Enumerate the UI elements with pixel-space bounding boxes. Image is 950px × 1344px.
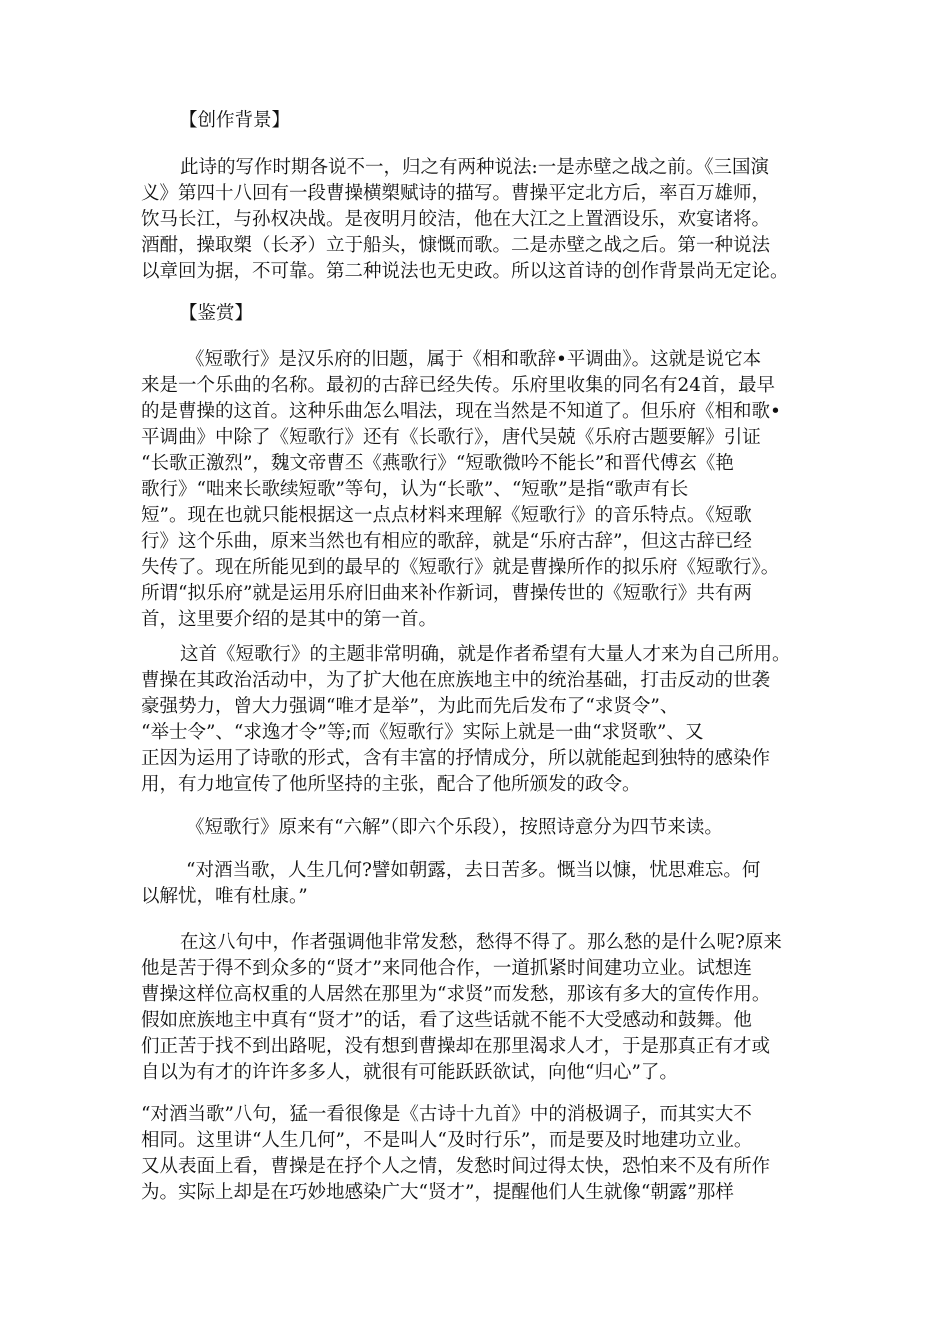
text-line: 短”。现在也就只能根据这一点点材料来理解《短歌行》的音乐特点。《短歌	[141, 505, 752, 526]
text-line: 为。实际上却是在巧妙地感染广大“贤才”，提醒他们人生就像“朝露”那样	[141, 1182, 734, 1203]
text-line: 假如庶族地主中真有“贤才”的话，看了这些话就不能不大受感动和鼓舞。他	[141, 1010, 752, 1031]
text-line: 来是一个乐曲的名称。最初的古辞已经失传。乐府里收集的同名有24首，最早	[141, 375, 776, 396]
text-line: 失传了。现在所能见到的最早的《短歌行》就是曹操所作的拟乐府《短歌行》。	[141, 557, 780, 578]
text-line: 相同。这里讲“人生几何”，不是叫人“及时行乐”，而是要及时地建功立业。	[141, 1130, 753, 1151]
section-heading-appreciation: 【鉴赏】	[179, 303, 254, 324]
text-line: 曹操这样位高权重的人居然在那里为“求贤”而发愁，那该有多大的宣传作用。	[141, 984, 771, 1005]
text-line: “对酒当歌，人生几何?譬如朝露，去日苦多。慨当以慷，忧思难忘。何	[186, 860, 761, 881]
section-heading-background: 【创作背景】	[179, 110, 291, 131]
text-line: 曹操在其政治活动中，为了扩大他在庶族地主中的统治基础，打击反动的世袭	[141, 670, 771, 691]
text-line: 酒酣，操取槊（长矛）立于船头，慷慨而歌。二是赤壁之战之后。第一种说法	[141, 235, 771, 256]
text-line: 义》第四十八回有一段曹操横槊赋诗的描写。曹操平定北方后，率百万雄师，	[141, 183, 771, 204]
text-line: 这首《短歌行》的主题非常明确，就是作者希望有大量人才来为自己所用。	[180, 644, 791, 665]
text-line: 豪强势力，曾大力强调“唯才是举”，为此而先后发布了“求贤令”、	[141, 696, 679, 717]
text-line: 平调曲》中除了《短歌行》还有《长歌行》，唐代吴兢《乐府古题要解》引证	[141, 427, 761, 448]
text-line: 此诗的写作时期各说不一，归之有两种说法:一是赤壁之战之前。《三国演	[180, 157, 769, 178]
text-line: 《短歌行》是汉乐府的旧题，属于《相和歌辞•平调曲》。这就是说它本	[186, 349, 762, 370]
text-line: “对酒当歌”八句，猛一看很像是《古诗十九首》中的消极调子，而其实大不	[141, 1104, 752, 1125]
text-line: 又从表面上看，曹操是在抒个人之情，发愁时间过得太快，恐怕来不及有所作	[141, 1156, 771, 1177]
text-line: “长歌正激烈”，魏文帝曹丕《燕歌行》“短歌微吟不能长”和晋代傅玄《艳	[141, 453, 734, 474]
text-line: 的是曹操的这首。这种乐曲怎么唱法，现在当然是不知道了。但乐府《相和歌•	[141, 401, 781, 422]
text-line: 行》这个乐曲，原来当然也有相应的歌辞，就是“乐府古辞”，但这古辞已经	[141, 531, 752, 552]
text-line: 首，这里要介绍的是其中的第一首。	[141, 609, 438, 630]
text-line: “举士令”、“求逸才令”等;而《短歌行》实际上就是一曲“求贤歌”、又	[141, 722, 704, 743]
text-line: 们正苦于找不到出路呢，没有想到曹操却在那里渴求人才，于是那真正有才或	[141, 1036, 771, 1057]
text-line: 自以为有才的许许多多人，就很有可能跃跃欲试，向他“归心”了。	[141, 1062, 678, 1083]
text-line: 正因为运用了诗歌的形式，含有丰富的抒情成分，所以就能起到独特的感染作	[141, 748, 771, 769]
text-line: 饮马长江，与孙权决战。是夜明月皎洁，他在大江之上置酒设乐，欢宴诸将。	[141, 209, 771, 230]
text-line: 他是苦于得不到众多的“贤才”来同他合作，一道抓紧时间建功立业。试想连	[141, 958, 752, 979]
text-line: 《短歌行》原来有“六解”（即六个乐段），按照诗意分为四节来读。	[186, 817, 723, 838]
text-line: 所谓“拟乐府”就是运用乐府旧曲来补作新词，曹操传世的《短歌行》共有两	[141, 583, 752, 604]
text-line: 以章回为据，不可靠。第二种说法也无史政。所以这首诗的创作背景尚无定论。	[141, 261, 789, 282]
text-line: 歌行》“咄来长歌续短歌”等句，认为“长歌”、“短歌”是指“歌声有长	[141, 479, 689, 500]
text-line: 以解忧，唯有杜康。”	[141, 886, 308, 907]
text-line: 在这八句中，作者强调他非常发愁，愁得不得了。那么愁的是什么呢?原来	[180, 932, 782, 953]
text-line: 用，有力地宣传了他所坚持的主张，配合了他所颁发的政令。	[141, 774, 641, 795]
